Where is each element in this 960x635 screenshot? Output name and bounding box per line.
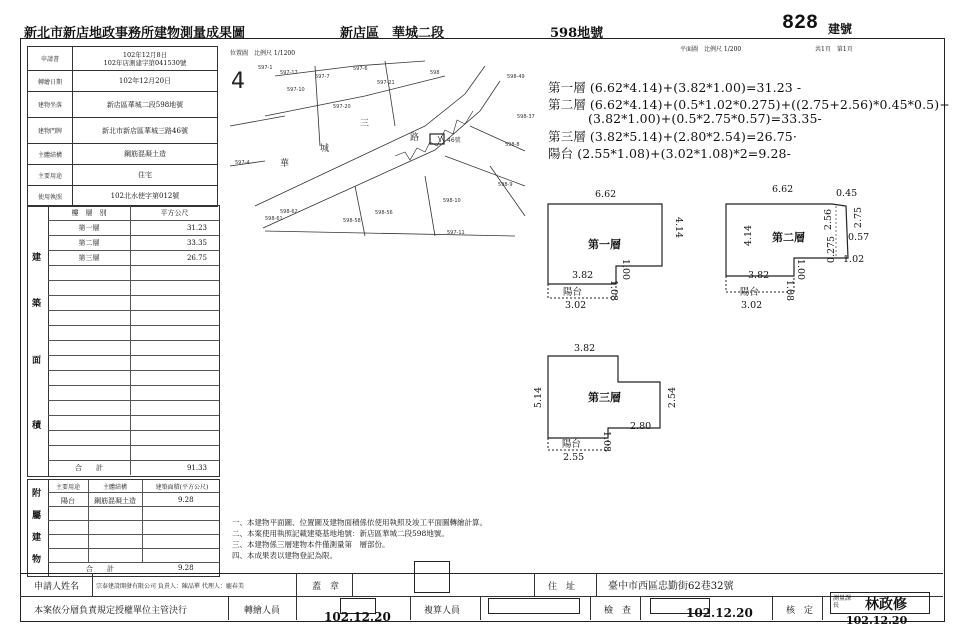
note-2: 二、本案使用執照記載建築基地地號：新店區華城二段598地號。	[232, 529, 449, 538]
land-number: 598地號	[550, 26, 604, 41]
info-key: 轉繪日期	[28, 71, 73, 92]
approver-title: 測量課長	[833, 595, 852, 609]
floor1-label: 第一層	[588, 238, 621, 251]
side-char: 建	[32, 253, 42, 263]
parcel-label: 598-61	[265, 216, 283, 222]
floor2-dim-left: 4.14	[743, 224, 755, 247]
drafter-date: 102.12.20	[324, 610, 391, 624]
side-char: 附	[32, 489, 42, 499]
info-key: 使用執照	[28, 186, 73, 207]
floor1-balcony: 陽台	[563, 287, 583, 298]
parcel-label: 597-1	[258, 65, 273, 71]
parcel-label: 598-58	[343, 218, 361, 224]
info-key: 建物門牌	[28, 118, 73, 144]
applicant-seal-stamp	[414, 561, 450, 593]
area-total: 91.33	[186, 464, 207, 472]
building-suffix: 建號	[828, 22, 853, 36]
road-char: 路	[410, 133, 420, 143]
side-char: 建	[32, 533, 42, 543]
floor2-dim-d2: 2.56	[823, 208, 835, 231]
attach-header-area: 建築面積(平方公尺)	[155, 484, 209, 491]
note-1: 一、本建物平面圖、位置圖及建物面積係依使用執照及竣工平面圖轉繪計算。	[232, 518, 487, 527]
parcel-label: 598-49	[507, 74, 525, 80]
floor2-bal-w: 3.02	[741, 300, 763, 311]
floor3-dim-left: 5.14	[533, 386, 545, 409]
attach-header-use: 主要用途	[55, 484, 80, 491]
floor2-balcony: 陽台	[740, 287, 760, 298]
parcel-label: 598-9	[498, 182, 513, 188]
formula-floor3: 第三層 (3.82*5.14)+(2.80*2.54)=26.75·	[548, 129, 797, 144]
attach-area: 9.28	[178, 496, 194, 504]
attach-struct: 鋼筋混凝土造	[94, 497, 136, 505]
parcel-label: 598-10	[443, 198, 461, 204]
area-floor: 第二層	[48, 236, 131, 250]
approver-stamp	[830, 592, 930, 614]
parcel-label: 597-17	[280, 70, 298, 76]
parcel-label: 597-10	[287, 87, 305, 93]
area-table	[27, 205, 220, 477]
floor-scale: 平面圖 比例尺 1/200	[680, 46, 742, 53]
building-number: 828	[782, 12, 819, 35]
info-key: 主要用途	[28, 165, 73, 186]
road-char: 城	[320, 144, 330, 154]
floor1-dim-right: 4.14	[673, 216, 685, 239]
area-header-floor: 樓 層 別	[48, 206, 131, 220]
attach-header-struct: 主體結構	[102, 484, 127, 491]
note-3: 三、本建物係三層建物本件僅測量第 層部份。	[232, 540, 390, 549]
floor3-bal-h: 1.08	[601, 430, 613, 453]
parcel-label: 597-20	[333, 104, 351, 110]
info-value: 102北水使字第012號	[73, 186, 218, 207]
area-side-label	[28, 206, 49, 476]
road-char: 華	[280, 159, 290, 169]
target-building-label: 46號	[447, 137, 461, 144]
formula-floor2-cont: (3.82*1.00)+(0.5*2.75*0.57)=33.35-	[588, 111, 822, 126]
inspector-date: 102.12.20	[686, 606, 753, 620]
note-4: 四、本成果表以建物登記為限。	[232, 551, 337, 560]
applicant-label: 申請人姓名	[34, 582, 80, 592]
applicant-value: 宗泰建設開發有限公司 負責人：陳品華 代理人：龐春美	[96, 583, 244, 590]
document-title: 新北市新店地政事務所建物測量成果圖	[24, 26, 246, 41]
floor2-dim-d3: 2.75	[853, 206, 865, 229]
info-value: 住宅	[73, 165, 218, 186]
floor3-dim-top: 3.82	[574, 343, 596, 354]
location-map	[225, 56, 540, 246]
side-char: 築	[32, 299, 42, 309]
road-char: 三	[360, 119, 370, 129]
floor3-dim-bottom: 2.80	[630, 421, 652, 432]
floor2-label: 第二層	[772, 231, 805, 244]
floor1-dim-step: 1.00	[620, 258, 632, 281]
area-value: 33.35	[186, 239, 207, 247]
floor1-bal-w: 3.02	[565, 300, 587, 311]
area-floor: 第三層	[48, 251, 131, 265]
parcel-label: 598-56	[375, 210, 393, 216]
area-header-unit: 平方公尺	[160, 209, 189, 217]
parcel-label: 598-37	[517, 114, 535, 120]
responsibility-note: 本案依分層負責規定授權單位主管決行	[34, 606, 188, 616]
approver-date: 102.12.20	[846, 614, 908, 627]
parcel-label: 598	[430, 70, 440, 76]
floor2-dim-inner: 3.82	[748, 270, 770, 281]
floor2-dim-d4: 0.275	[826, 235, 838, 264]
floor2-dim-d6: 1.02	[843, 254, 865, 265]
formula-balcony: 陽台 (2.55*1.08)+(3.02*1.08)*2=9.28-	[548, 146, 791, 161]
floor1-bal-h: 1.08	[608, 279, 620, 302]
floor2-bal-h: 1.08	[784, 279, 796, 302]
attach-total: 9.28	[178, 564, 194, 572]
area-value: 31.23	[186, 224, 207, 232]
formula-floor1: 第一層 (6.62*4.14)+(3.82*1.00)=31.23 -	[548, 80, 802, 95]
approver-name: 林政修	[865, 597, 907, 613]
seal-label: 蓋 章	[312, 582, 340, 592]
parcel-label: 597-4	[235, 160, 250, 166]
inspector-label: 檢 查	[604, 606, 632, 616]
attach-total-label: 合 計	[86, 565, 114, 573]
info-value: 102年12月20日	[73, 71, 218, 92]
area-floor: 第一層	[48, 221, 131, 235]
parcel-label: 598-8	[505, 142, 520, 148]
address-value: 臺中市西區忠勤街62巷32號	[608, 581, 734, 592]
info-value: 鋼筋混凝土造	[73, 144, 218, 165]
parcel-label: 597-11	[447, 230, 465, 236]
parcel-label: 597-6	[353, 66, 368, 72]
floor3-bal-w: 2.55	[563, 452, 585, 463]
side-char: 積	[32, 421, 42, 431]
floor1-dim-top: 6.62	[595, 189, 617, 200]
attached-table	[27, 479, 220, 577]
formula-floor2: 第二層 (6.62*4.14)+(0.5*1.02*0.275)+((2.75+2.56)*0.45*0.5)+	[548, 97, 950, 112]
approver-label: 核 定	[786, 606, 814, 616]
parcel-label: 598-62	[280, 209, 298, 215]
attach-use: 陽台	[61, 497, 75, 505]
location-scale: 位置圖 比例尺 1/1200	[230, 50, 296, 57]
side-char: 屬	[32, 511, 42, 521]
checker-label: 複算人員	[424, 606, 461, 616]
area-value: 26.75	[186, 254, 207, 262]
side-char: 面	[32, 356, 42, 366]
info-table	[27, 46, 218, 207]
floor3-label: 第三層	[588, 391, 621, 404]
parcel-label: 597-7	[315, 74, 330, 80]
floor1-dim-inner: 3.82	[572, 270, 594, 281]
drafter-label: 轉繪人員	[244, 606, 281, 616]
info-value: 新北市新店區華城三路46號	[73, 118, 218, 144]
north-arrow-icon: 4	[231, 69, 245, 94]
info-key: 申請書	[28, 47, 73, 71]
section-name: 華城二段	[392, 26, 445, 41]
floor2-dim-top: 6.62	[772, 184, 794, 195]
area-total-label: 合 計	[48, 461, 131, 475]
side-char: 物	[32, 555, 42, 565]
sheet-info: 共1頁 第1頁	[815, 46, 853, 53]
floor3-balcony: 陽台	[562, 439, 582, 450]
info-key: 主體結構	[28, 144, 73, 165]
parcel-label: 597-21	[377, 80, 395, 86]
floor2-dim-d5: 0.57	[848, 232, 870, 243]
floor3-dim-right: 2.54	[667, 386, 679, 409]
floor2-dim-d1: 0.45	[836, 188, 858, 199]
address-label: 住 址	[548, 582, 576, 592]
info-value: 102年12月8日 102年店測建字第041530號	[73, 47, 218, 71]
info-value: 新店區華城二段598地號	[73, 92, 218, 118]
floor2-dim-step: 1.00	[795, 258, 807, 281]
info-key: 建物坐落	[28, 92, 73, 118]
district: 新店區	[340, 26, 380, 41]
checker-stamp	[488, 598, 580, 614]
